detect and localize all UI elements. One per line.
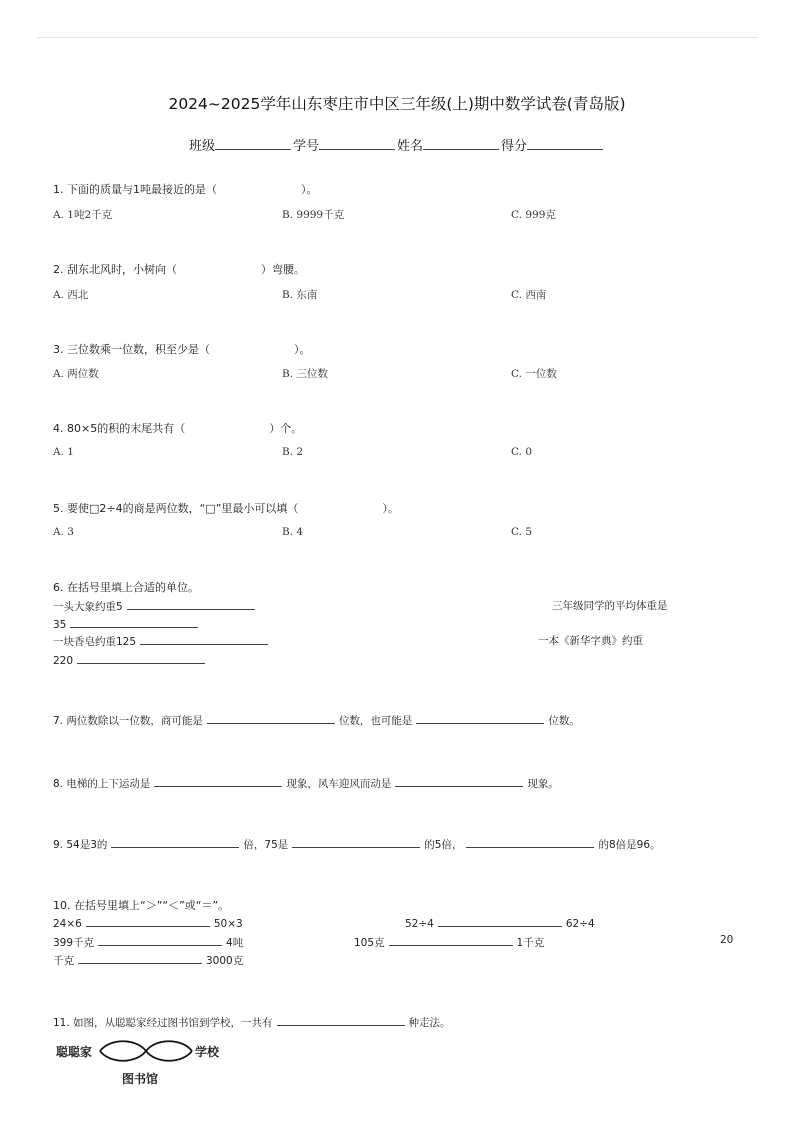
q4-option-a[interactable]: A. 1 [53,446,74,458]
q6-r3b: 一本《新华字典》约重 [538,635,643,647]
q1-option-a[interactable]: A. 1吨2千克 [53,209,113,221]
q10-blank-2[interactable] [438,915,562,927]
q10-r2d: 1千克 [516,937,545,949]
q4-option-b[interactable]: B. 2 [282,446,304,458]
q1-option-b[interactable]: B. 9999千克 [282,209,345,221]
q3-option-b[interactable]: B. 三位数 [282,368,328,380]
q10-r2a: 399千克 [53,937,95,949]
q10-r1a: 24×6 [53,918,82,930]
q10-blank-3[interactable] [98,934,222,946]
q10-blank-1[interactable] [86,915,210,927]
q2-option-a[interactable]: A. 西北 [53,289,89,301]
q8-text-b: 现象，风车迎风而动是 [286,778,392,790]
q1-option-c[interactable]: C. 999克 [511,209,556,221]
id-label: 学号 [292,139,319,154]
q6-stem: 6. 在括号里填上合适的单位。 [53,581,199,594]
q6-blank-3[interactable] [140,633,268,645]
q10-row-2a [53,934,243,950]
q5-stem-b: ）。 [382,502,399,515]
question-11 [53,1014,451,1030]
q11-text-b: 种走法。 [408,1017,451,1029]
route-diagram [98,1037,194,1067]
score-field[interactable] [527,136,603,150]
q6-blank-2[interactable] [70,616,198,628]
q8-blank-2[interactable] [395,775,523,787]
q6-row-3 [53,633,272,649]
fig-library-label: 图书馆 [122,1072,159,1086]
student-info-row [0,135,794,154]
q8-text-c: 现象。 [527,778,559,790]
q7-text-a: 7. 两位数除以一位数，商可能是 [53,715,203,727]
class-field[interactable] [215,136,291,150]
q2-stem-b: ）弯腰。 [261,263,305,276]
q6-row-4 [53,652,209,667]
q4-option-c[interactable]: C. 0 [511,446,533,458]
q6-r1a: 一头大象约重5 [53,601,123,613]
q10-row-3 [53,952,243,968]
q8-text-a: 8. 电梯的上下运动是 [53,778,151,790]
q5-stem-a: 5. 要使□2÷4的商是两位数，“□”里最小可以填（ [53,502,299,515]
q10-r2e: 20 [720,934,734,946]
question-8 [53,775,559,791]
question-4 [53,420,302,436]
q7-text-b: 位数，也可能是 [338,715,413,727]
q10-row-2b [354,934,544,950]
q10-blank-4[interactable] [389,934,513,946]
route-path-2 [100,1051,146,1061]
q7-blank-2[interactable] [416,712,544,724]
q5-option-a[interactable]: A. 3 [53,526,74,538]
q2-stem-a: 2. 刮东北风时，小树向（ [53,263,177,276]
q5-option-b[interactable]: B. 4 [282,526,304,538]
q6-r3a: 一块香皂约重125 [53,636,137,648]
class-label: 班级 [188,139,215,154]
question-5 [53,500,399,516]
q2-option-b[interactable]: B. 东南 [282,289,318,301]
q6-row-1 [53,598,259,614]
q7-text-c: 位数。 [548,715,580,727]
name-label: 姓名 [397,139,424,154]
q9-blank-2[interactable] [292,836,420,848]
q10-row-1a [53,915,243,930]
q11-text-a: 11. 如图，从聪聪家经过图书馆到学校，一共有 [53,1017,273,1029]
route-path-3 [146,1041,192,1051]
q10-r3b: 3000克 [206,955,244,967]
q7-blank-1[interactable] [207,712,335,724]
q9-blank-3[interactable] [466,836,594,848]
q3-stem-a: 3. 三位数乘一位数，积至少是（ [53,343,210,356]
q10-r3a: 千克 [53,955,74,967]
q10-r1b: 50×3 [213,918,243,930]
question-1 [53,181,318,197]
question-2 [53,261,305,277]
q4-stem-a: 4. 80×5的积的末尾共有（ [53,422,186,435]
question-9 [53,836,661,852]
fig-home-label: 聪聪家 [56,1045,93,1059]
q10-r1d: 62÷4 [565,918,595,930]
q10-r2b: 4吨 [226,937,244,949]
q3-option-c[interactable]: C. 一位数 [511,368,557,380]
question-3 [53,341,311,357]
q9-text-b: 倍，75是 [243,839,289,851]
q8-blank-1[interactable] [154,775,282,787]
q10-r2c: 105克 [354,937,385,949]
q10-blank-5[interactable] [78,952,202,964]
route-path-4 [146,1051,192,1061]
q9-text-c: 的5倍， [424,839,463,851]
q4-stem-b: ）个。 [269,422,303,435]
header-rule [36,37,758,38]
q6-blank-1[interactable] [127,598,255,610]
q5-option-c[interactable]: C. 5 [511,526,533,538]
q6-blank-4[interactable] [77,652,205,664]
q3-stem-b: ）。 [294,343,311,356]
q10-r1c: 52÷4 [405,918,434,930]
q6-r2a: 35 [53,619,67,631]
q6-r4a: 220 [53,655,74,667]
fig-school-label: 学校 [195,1045,220,1059]
page-title: 2024~2025学年山东枣庄市中区三年级(上)期中数学试卷(青岛版) [168,95,626,113]
q1-stem-a: 1. 下面的质量与1吨最接近的是（ [53,183,217,196]
route-path-1 [100,1041,146,1051]
q1-stem-b: ）。 [301,183,318,196]
q11-blank[interactable] [277,1014,405,1026]
q10-stem: 10. 在括号里填上“＞”“＜”或“＝”。 [53,899,230,912]
q9-text-d: 的8倍是96。 [598,839,661,851]
q10-row-1b [405,915,595,930]
question-7 [53,712,580,728]
q6-r1b: 三年级同学的平均体重是 [552,600,668,612]
q9-blank-1[interactable] [111,836,239,848]
score-label: 得分 [501,139,528,154]
id-field[interactable] [319,136,395,150]
q2-option-c[interactable]: C. 西南 [511,289,547,301]
q9-text-a: 9. 54是3的 [53,839,108,851]
name-field[interactable] [423,136,499,150]
q6-row-2 [53,616,202,631]
q3-option-a[interactable]: A. 两位数 [53,368,99,380]
